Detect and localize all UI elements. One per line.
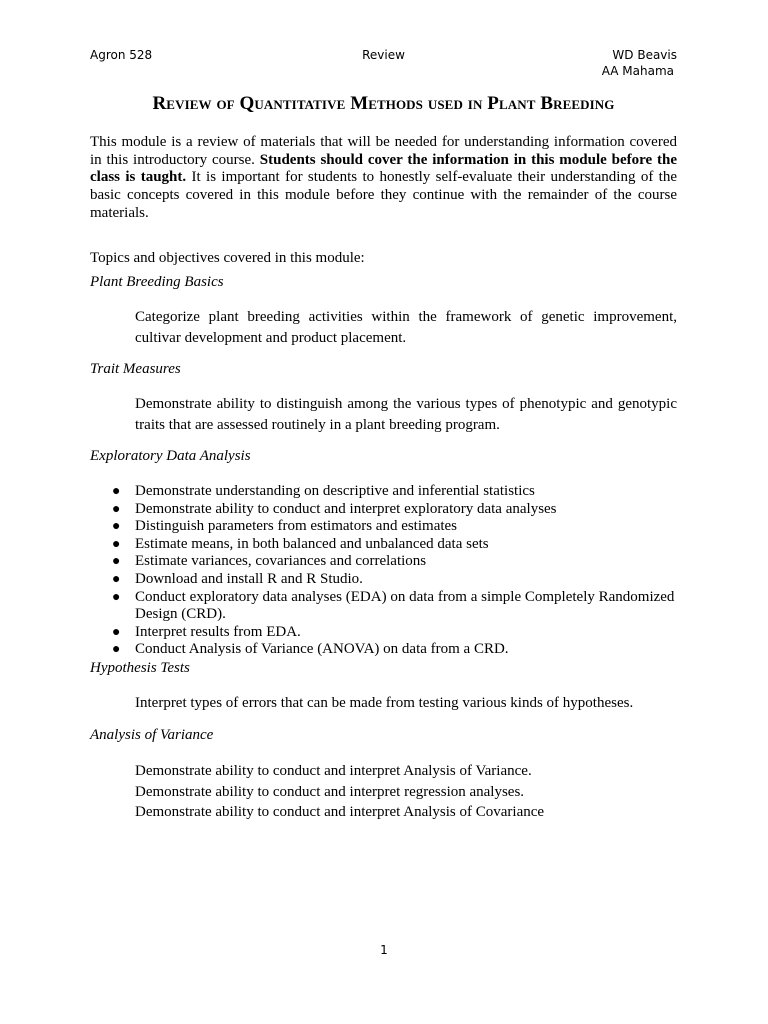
list-item-text: Demonstrate ability to conduct and interpret exploratory data analyses	[135, 500, 557, 517]
list-item-text: Estimate means, in both balanced and unbalanced data sets	[135, 535, 489, 552]
list-item	[90, 518, 677, 536]
section-heading-hypothesis-tests: Hypothesis Tests	[90, 660, 190, 676]
bullet-icon: ●	[112, 571, 121, 587]
section-heading-plant-breeding-basics: Plant Breeding Basics	[90, 274, 224, 290]
header-authors	[602, 47, 677, 79]
intro-paragraph	[90, 134, 677, 223]
section-heading-anova: Analysis of Variance	[90, 727, 214, 743]
page-title: Review of Quantitative Methods used in Plant Breeding	[152, 93, 615, 114]
bullet-icon: ●	[112, 519, 121, 535]
list-item	[90, 624, 677, 642]
page-number: 1	[380, 943, 388, 957]
bullet-icon: ●	[112, 501, 121, 517]
section-text-plant-breeding-basics: Categorize plant breeding activities within the framework of genetic improvement, cultivar development and product placement.	[135, 309, 677, 346]
intro-text-1: This module is a review of materials that will be needed for understanding information covered in this introductory course.	[90, 134, 677, 168]
header-course: Agron 528	[90, 48, 153, 62]
list-item	[90, 483, 677, 501]
list-item-text: Demonstrate understanding on descriptive and inferential statistics	[135, 483, 535, 499]
bullet-icon: ●	[112, 642, 121, 658]
list-item	[90, 571, 677, 589]
list-item	[90, 553, 677, 571]
section-text-hypothesis-tests: Interpret types of errors that can be made from testing various kinds of hypotheses.	[135, 695, 634, 711]
list-item	[90, 536, 677, 554]
anova-line: Demonstrate ability to conduct and interpret regression analyses.	[135, 783, 525, 800]
bullet-icon: ●	[112, 624, 121, 640]
list-item	[90, 589, 677, 624]
list-item-text: Conduct Analysis of Variance (ANOVA) on data from a CRD.	[135, 641, 509, 658]
header-author-1: WD Beavis	[612, 48, 677, 62]
list-item-text: Conduct exploratory data analyses (EDA) on data from a simple Completely Randomized Design (CRD).	[135, 588, 675, 623]
bullet-icon: ●	[112, 484, 121, 499]
anova-line: Demonstrate ability to conduct and interpret Analysis of Variance.	[135, 763, 532, 779]
anova-line: Demonstrate ability to conduct and interpret Analysis of Covariance	[135, 804, 545, 820]
intro-text-2: It is important for students to honestly self-evaluate their understanding of the basic concepts covered in this module before they continue with the remainder of the course materials.	[90, 169, 677, 221]
eda-bullet-list	[90, 483, 677, 659]
list-item-text: Download and install R and R Studio.	[135, 570, 363, 587]
section-text-trait-measures: Demonstrate ability to distinguish among the various types of phenotypic and genotypic traits that are assessed routinely in a plant breeding program.	[135, 396, 677, 433]
bullet-icon: ●	[112, 554, 121, 570]
anova-lines	[135, 761, 677, 823]
bullet-icon: ●	[112, 536, 121, 552]
section-heading-trait-measures: Trait Measures	[90, 361, 181, 377]
topics-intro: Topics and objectives covered in this module:	[90, 250, 365, 266]
bullet-icon: ●	[112, 589, 121, 605]
list-item-text: Estimate variances, covariances and correlations	[135, 553, 427, 570]
list-item	[90, 501, 677, 519]
list-item-text: Interpret results from EDA.	[135, 623, 301, 640]
header-author-2: AA Mahama	[601, 64, 674, 78]
list-item	[90, 641, 677, 659]
section-heading-eda: Exploratory Data Analysis	[90, 448, 251, 464]
list-item-text: Distinguish parameters from estimators and estimates	[135, 518, 458, 535]
intro-bold-text: Students should cover the information in this module before the class is taught.	[90, 151, 677, 186]
header-center: Review	[362, 48, 405, 62]
